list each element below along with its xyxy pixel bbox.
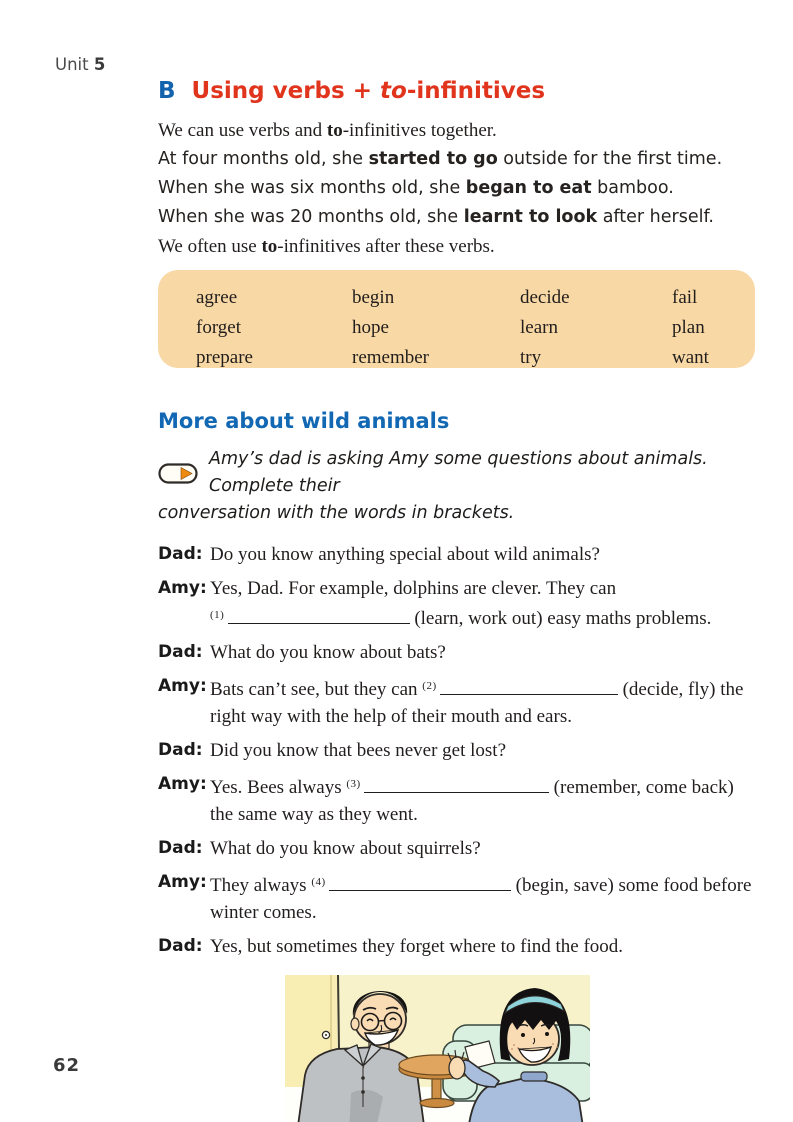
- dialogue: [158, 541, 758, 960]
- text-segment: began to eat: [465, 178, 592, 198]
- text-segment: (learn, work out) easy maths problems.: [409, 608, 712, 629]
- blank-number: (1): [210, 609, 228, 621]
- speaker-label: Amy:: [158, 676, 207, 696]
- text-segment: We often use: [158, 236, 262, 257]
- blank-number: (2): [422, 680, 440, 692]
- turn-line: [210, 933, 758, 960]
- turn-line: [210, 639, 758, 666]
- turn-lines: [210, 771, 758, 828]
- text-segment: (begin, save) some food before: [510, 875, 752, 896]
- answer-blank: [440, 681, 618, 695]
- turn-line: [210, 541, 758, 568]
- text-segment: the same way as they went.: [210, 804, 418, 825]
- text-segment: to: [261, 236, 278, 257]
- answer-blank: [329, 877, 511, 891]
- turn-line: [210, 575, 758, 602]
- turn-line: [210, 602, 758, 632]
- text-segment: started to go: [368, 149, 498, 169]
- text-segment: learnt to look: [463, 207, 598, 227]
- text-segment: -infinitives together.: [342, 120, 497, 141]
- text-segment: (remember, come back): [548, 777, 734, 798]
- turn-lines: [210, 575, 758, 632]
- text-segment: Did you know that bees never get lost?: [210, 740, 507, 761]
- dialogue-turn: [158, 673, 758, 730]
- turn-line: [210, 801, 758, 828]
- verb-row: [196, 283, 755, 313]
- turn-line: [210, 899, 758, 926]
- verb: remember: [352, 347, 430, 368]
- dialogue-turn: [158, 933, 758, 960]
- verb: try: [520, 347, 542, 368]
- instruction-text-1: Amy’s dad is asking Amy some questions about animals. Complete their: [209, 449, 708, 496]
- dialogue-turn: [158, 639, 758, 666]
- verb: forget: [196, 317, 242, 338]
- verb: plan: [672, 317, 705, 338]
- turn-line: [210, 673, 758, 703]
- dad-and-amy-illustration: [285, 975, 590, 1122]
- verb: want: [672, 347, 709, 368]
- text-segment: right way with the help of their mouth and ears.: [210, 706, 572, 727]
- dialogue-turn: [158, 541, 758, 568]
- blank-number: (3): [346, 778, 364, 790]
- text-segment: bamboo.: [591, 178, 674, 198]
- text-segment: winter comes.: [210, 902, 317, 923]
- dialogue-turn: [158, 771, 758, 828]
- turn-lines: [210, 933, 758, 960]
- text-segment: At four months old, she: [158, 149, 369, 169]
- dialogue-turn: [158, 737, 758, 764]
- text-segment: outside for the first time.: [497, 149, 723, 169]
- verb: agree: [196, 287, 238, 308]
- text-segment: -infinitives after these verbs.: [277, 236, 495, 257]
- speaker-label: Dad:: [158, 544, 203, 564]
- verb: decide: [520, 287, 570, 308]
- intro-line: [158, 116, 758, 145]
- turn-lines: [210, 869, 758, 926]
- answer-blank: [228, 610, 410, 624]
- text-segment: Do you know anything special about wild animals?: [210, 544, 600, 565]
- text-segment: We can use verbs and: [158, 120, 327, 141]
- section-title-prefix: Using verbs +: [191, 78, 381, 104]
- unit-label: [55, 55, 105, 74]
- unit-word: Unit: [55, 55, 89, 74]
- text-segment: When she was six months old, she: [158, 178, 466, 198]
- verb-row: [196, 313, 755, 343]
- example-sentence: [158, 174, 758, 203]
- speaker-label: Dad:: [158, 838, 203, 858]
- example-sentences: [158, 145, 758, 232]
- blank-number: (4): [311, 876, 329, 888]
- turn-line: [210, 869, 758, 899]
- dialogue-turn: [158, 869, 758, 926]
- page-content: [158, 0, 758, 1122]
- turn-line: [210, 835, 758, 862]
- turn-lines: [210, 835, 758, 862]
- speaker-label: Dad:: [158, 642, 203, 662]
- speaker-label: Amy:: [158, 774, 207, 794]
- text-segment: Yes. Bees always: [210, 777, 347, 798]
- turn-line: [210, 703, 758, 730]
- turn-line: [210, 737, 758, 764]
- section-letter: B: [158, 78, 176, 104]
- instruction-line-1: [158, 446, 758, 500]
- dialogue-turn: [158, 575, 758, 632]
- answer-blank: [364, 779, 549, 793]
- turn-lines: [210, 541, 758, 568]
- turn-line: [210, 771, 758, 801]
- section-title-suffix: -infinitives: [406, 78, 546, 104]
- dialogue-turn: [158, 835, 758, 862]
- text-segment: to: [326, 120, 343, 141]
- verb: prepare: [196, 347, 253, 368]
- text-segment: (decide, fly) the: [617, 679, 744, 700]
- text-segment: When she was 20 months old, she: [158, 207, 464, 227]
- text-segment: What do you know about squirrels?: [210, 838, 481, 859]
- text-segment: Bats can’t see, but they can: [210, 679, 423, 700]
- activity-instruction: [158, 446, 758, 527]
- speaker-label: Amy:: [158, 578, 207, 598]
- verb: learn: [520, 317, 558, 338]
- section-title-italic: to: [380, 78, 407, 104]
- page-number: 62: [53, 1055, 81, 1076]
- speaker-label: Dad:: [158, 740, 203, 760]
- turn-lines: [210, 639, 758, 666]
- verb: fail: [672, 287, 698, 308]
- text-segment: after herself.: [597, 207, 714, 227]
- audio-play-icon: [158, 463, 198, 484]
- speaker-label: Dad:: [158, 936, 203, 956]
- verb-box: [158, 270, 755, 368]
- turn-lines: [210, 737, 758, 764]
- section-b-heading: [158, 78, 758, 104]
- unit-number: 5: [93, 55, 106, 74]
- example-sentence: [158, 203, 758, 232]
- speaker-label: Amy:: [158, 872, 207, 892]
- text-segment: Yes, Dad. For example, dolphins are clever. They can: [210, 578, 617, 599]
- verb: begin: [352, 287, 395, 308]
- example-sentence: [158, 145, 758, 174]
- instruction-text-2: conversation with the words in brackets.: [158, 503, 515, 523]
- verb: hope: [352, 317, 389, 338]
- verb-row: [196, 343, 755, 373]
- text-segment: They always: [210, 875, 312, 896]
- text-segment: Yes, but sometimes they forget where to find the food.: [210, 936, 624, 957]
- text-segment: What do you know about bats?: [210, 642, 446, 663]
- turn-lines: [210, 673, 758, 730]
- activity-heading: More about wild animals: [158, 409, 450, 433]
- section-title: [192, 78, 546, 104]
- outro-line: [158, 232, 758, 261]
